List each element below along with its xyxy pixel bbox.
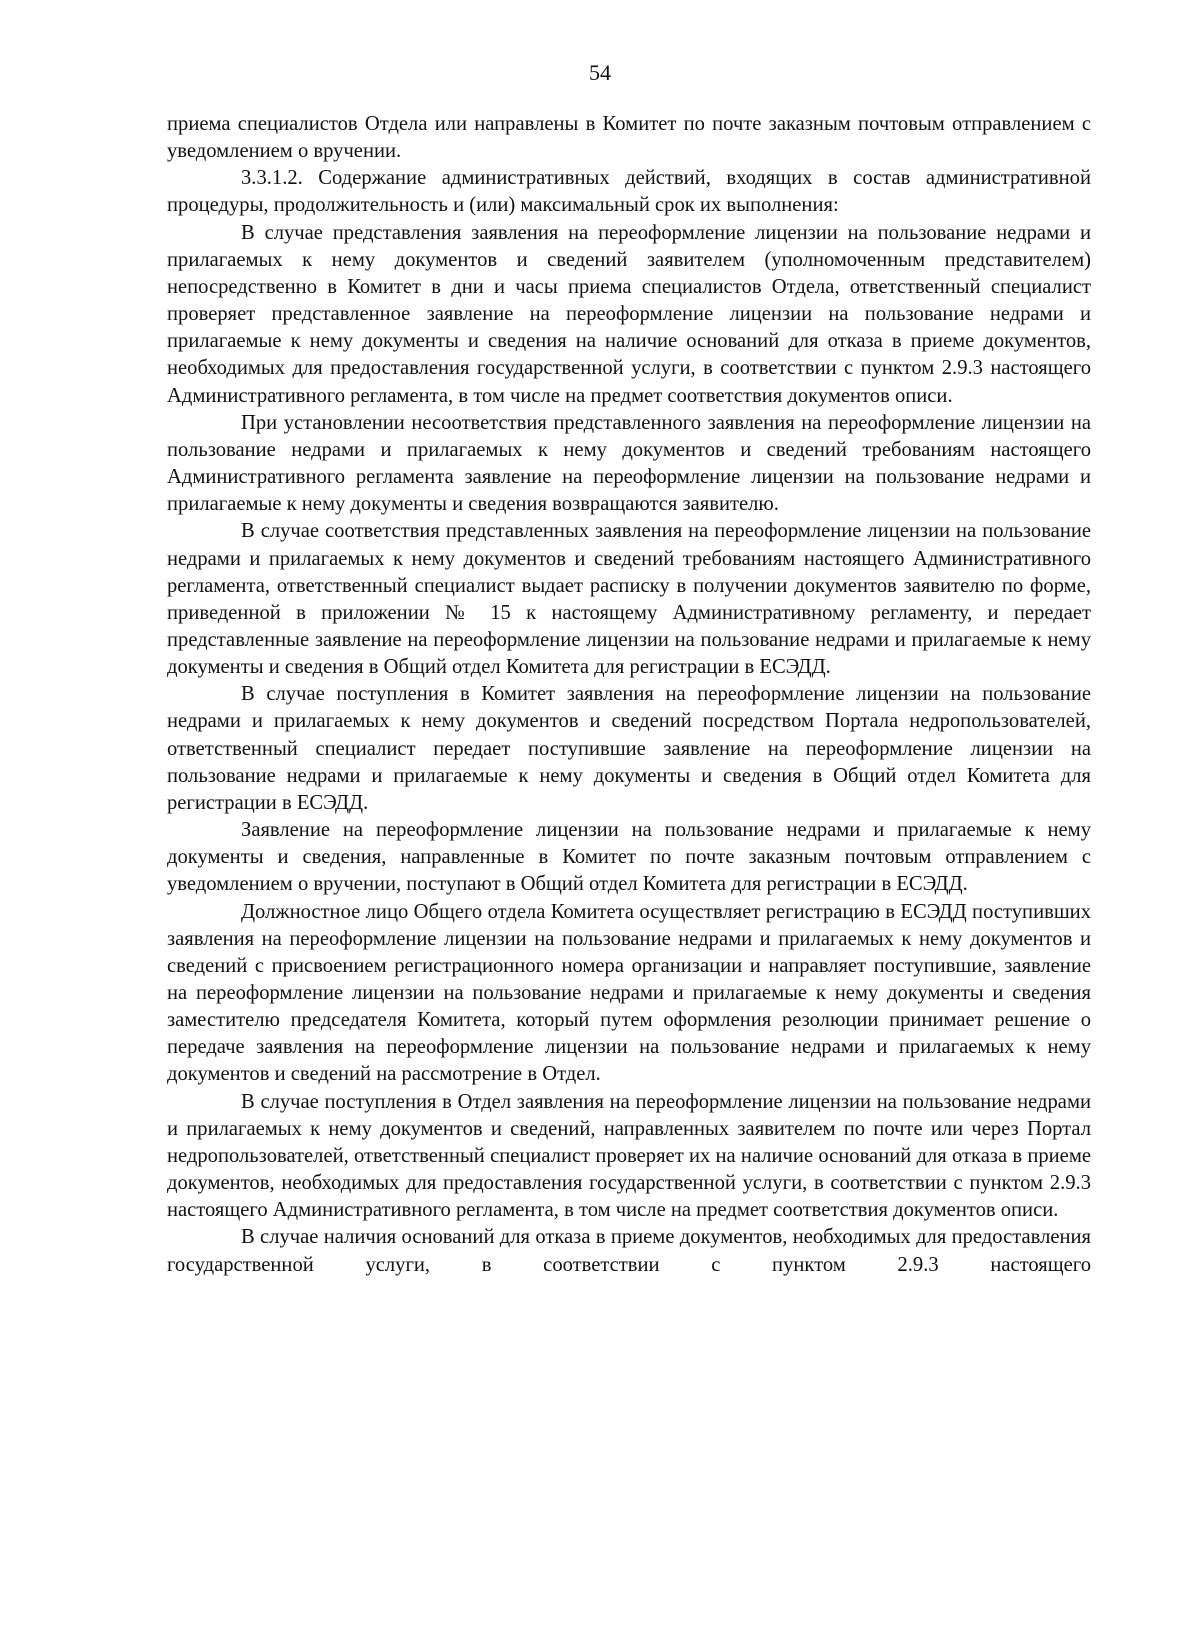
paragraph: В случае поступления в Отдел заявления на переоформление лицензии на пользование недрами и прилагаемых к нему документов и сведений, направленных заявителем по почте или через Портал недропользователей, ответственный специалист проверяет их на наличие оснований для отказа в приеме документов, необходимых для предоставления государственной услуги, в соответствии с пунктом 2.9.3 настоящего Административного регламента, в том числе на предмет соответствия документов описи. bbox=[167, 1090, 1091, 1222]
paragraph: При установлении несоответствия представленного заявления на переоформление лицензии на пользование недрами и прилагаемых к нему документов и сведений требованиям настоящего Административного регламента заявление на переоформление лицензии на пользование недрами и прилагаемые к нему документы и сведения возвращаются заявителю. bbox=[167, 411, 1091, 516]
paragraph: Должностное лицо Общего отдела Комитета осуществляет регистрацию в ЕСЭДД поступивших заявления на переоформление лицензии на пользование недрами и прилагаемых к нему документов и сведений с присвоением регистрационного номера организации и направляет поступившие, заявление на переоформление лицензии на пользование недрами и прилагаемые к нему документы и сведения заместителю председателя Комитета, который путем оформления резолюции принимает решение о передаче заявления на переоформление лицензии на пользование недрами и прилагаемых к нему документов и сведений на рассмотрение в Отдел. bbox=[167, 900, 1091, 1086]
paragraph: В случае соответствия представленных заявления на переоформление лицензии на пользование недрами и прилагаемых к нему документов и сведений требованиям настоящего Административного регламента, ответственный специалист выдает расписку в получении документов заявителю по форме, приведенной в приложении № 15 к настоящему Административному регламенту, и передает представленные заявление на переоформление лицензии на пользование недрами и прилагаемые к нему документы и сведения в Общий отдел Комитета для регистрации в ЕСЭДД. bbox=[167, 520, 1091, 679]
paragraph: В случае представления заявления на переоформление лицензии на пользование недрами и прилагаемых к нему документов и сведений заявителем (уполномоченным представителем) непосредственно в Комитет в дни и часы приема специалистов Отдела, ответственный специалист проверяет представленное заявление на переоформление лицензии на пользование недрами и прилагаемые к нему документы и сведения на наличие оснований для отказа в приеме документов, необходимых для предоставления государственной услуги, в соответствии с пунктом 2.9.3 настоящего Административного регламента, в том числе на предмет соответствия документов описи. bbox=[167, 221, 1091, 407]
page-number: 54 bbox=[589, 60, 611, 85]
paragraph: В случае наличия оснований для отказа в приеме документов, необходимых для предоставления государственной услуги, в соответствии с пунктом 2.9.3 настоящего bbox=[167, 1226, 1091, 1276]
paragraph: приема специалистов Отдела или направлены в Комитет по почте заказным почтовым отправлением с уведомлением о вручении. bbox=[167, 113, 1091, 163]
paragraph: Заявление на переоформление лицензии на пользование недрами и прилагаемые к нему документы и сведения, направленные в Комитет по почте заказным почтовым отправлением с уведомлением о вручении, поступают в Общий отдел Комитета для регистрации в ЕСЭДД. bbox=[167, 819, 1091, 896]
paragraph: 3.3.1.2. Содержание административных действий, входящих в состав административной процедуры, продолжительность и (или) максимальный срок их выполнения: bbox=[167, 167, 1091, 217]
document-body bbox=[167, 111, 1091, 1279]
paragraph: В случае поступления в Комитет заявления на переоформление лицензии на пользование недрами и прилагаемых к нему документов и сведений посредством Портала недропользователей, ответственный специалист передает поступившие заявление на переоформление лицензии на пользование недрами и прилагаемые к нему документы и сведения в Общий отдел Комитета для регистрации в ЕСЭДД. bbox=[167, 683, 1091, 814]
